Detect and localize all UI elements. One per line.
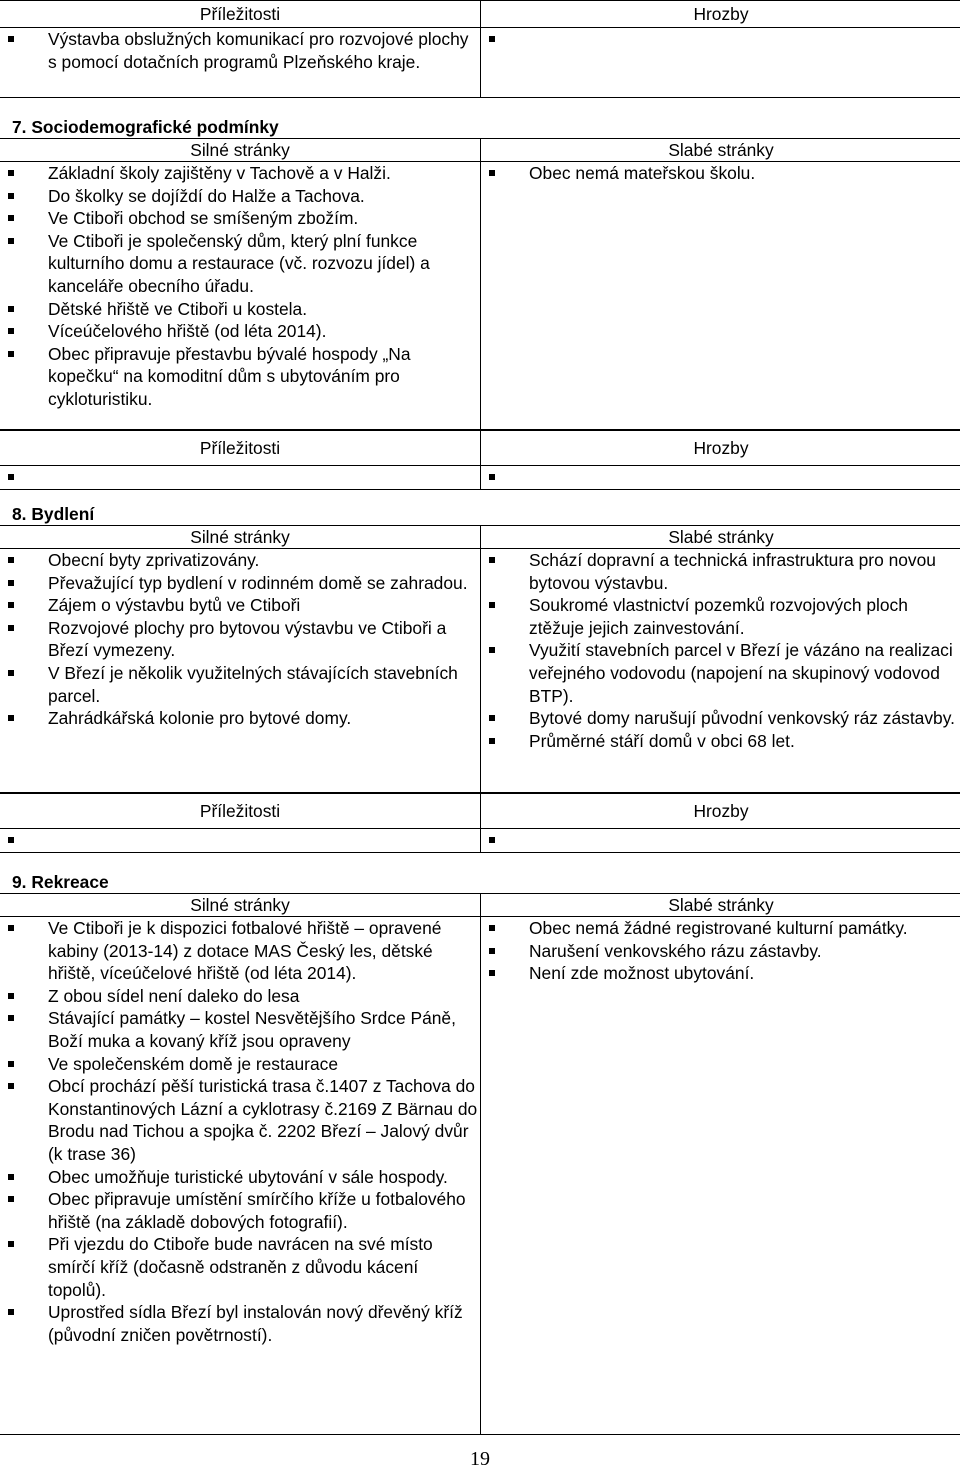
list-item: Obec nemá mateřskou školu. (481, 162, 960, 185)
list-item: Základní školy zajištěny v Tachově a v Halži. (0, 162, 480, 185)
s7-strengths-list (0, 162, 480, 411)
top-opportunities-header: Příležitosti (0, 1, 481, 28)
list-item: Bytové domy narušují původní venkovský ráz zástavby. (481, 707, 960, 730)
list-item: Obcí prochází pěší turistická trasa č.1407 z Tachova do Konstantinových Lázní a cyklotrasy č.2169 Z Bärnau do Brodu nad Tichou a spojka č. 2202 Březí – Jalový dvůr (k trase 36) (0, 1075, 480, 1165)
list-item: Stávající památky – kostel Nesvětějšího Srdce Páně, Boží muka a kovaný kříž jsou opraveny (0, 1007, 480, 1052)
s9-strengths-header: Silné stránky (0, 894, 481, 917)
s7-weaknesses-list (481, 162, 960, 185)
list-item: Obecní byty zprivatizovány. (0, 549, 480, 572)
page-number: 19 (470, 1448, 490, 1471)
list-item: Do školky se dojíždí do Halže a Tachova. (0, 185, 480, 208)
list-item: Ve Ctiboři je společenský dům, který plní funkce kulturního domu a restaurace (vč. rozvozu jídel) a kanceláře obecního úřadu. (0, 230, 480, 298)
list-item: Obec připravuje umístění smírčího kříže u fotbalového hřiště (na základě dobových fotografií). (0, 1188, 480, 1233)
list-item: Z obou sídel není daleko do lesa (0, 985, 480, 1008)
section-9-strengths-weaknesses (0, 893, 960, 1435)
section-7-strengths-weaknesses (0, 138, 960, 430)
list-item: Narušení venkovského rázu zástavby. (481, 940, 960, 963)
section-7-opportunities-threats (0, 430, 960, 490)
section-9-title: 9. Rekreace (12, 871, 109, 893)
list-item: Obec připravuje přestavbu bývalé hospody „Na kopečku“ na komoditní dům s ubytováním pro cykloturistiku. (0, 343, 480, 411)
section-7-swot (0, 138, 960, 490)
list-item: Obec umožňuje turistické ubytování v sále hospody. (0, 1166, 480, 1189)
list-item: Ve Ctiboři obchod se smíšeným zbožím. (0, 207, 480, 230)
s8-strengths-header: Silné stránky (0, 526, 481, 549)
list-item: Víceúčelového hřiště (od léta 2014). (0, 320, 480, 343)
list-item: V Březí je několik využitelných stávajících stavebních parcel. (0, 662, 480, 707)
s8-strengths-list (0, 549, 480, 730)
list-item: Při vjezdu do Ctiboře bude navrácen na své místo smírčí kříž (dočasně odstraněn z důvodu kácení topolů). (0, 1233, 480, 1301)
top-threats-header: Hrozby (481, 1, 960, 28)
list-item: Zahrádkářská kolonie pro bytové domy. (0, 707, 480, 730)
s7-weaknesses-header: Slabé stránky (481, 139, 960, 162)
s8-opportunities-header: Příležitosti (0, 794, 481, 829)
top-opportunities-threats (0, 0, 960, 98)
section-8-swot (0, 525, 960, 853)
list-item: Průměrné stáří domů v obci 68 let. (481, 730, 960, 753)
section-8-opportunities-threats (0, 793, 960, 853)
list-item: Soukromé vlastnictví pozemků rozvojových ploch ztěžuje jejich zainvestování. (481, 594, 960, 639)
section-8-strengths-weaknesses (0, 525, 960, 793)
s9-strengths-list (0, 917, 480, 1346)
list-item: Převažující typ bydlení v rodinném domě se zahradou. (0, 572, 480, 595)
list-item: Rozvojové plochy pro bytovou výstavbu ve Ctiboři a Březí vymezeny. (0, 617, 480, 662)
list-item: Uprostřed sídla Březí byl instalován nový dřevěný kříž (původní zničen povětrností). (0, 1301, 480, 1346)
s7-strengths-header: Silné stránky (0, 139, 481, 162)
s9-weaknesses-list (481, 917, 960, 985)
list-item: Dětské hřiště ve Ctiboři u kostela. (0, 298, 480, 321)
top-table (0, 0, 960, 98)
list-item: Využití stavebních parcel v Březí je vázáno na realizaci veřejného vodovodu (napojení na skupinový vodovod BTP). (481, 639, 960, 707)
s7-threats-header: Hrozby (481, 431, 960, 466)
list-item: Ve společenském domě je restaurace (0, 1053, 480, 1076)
s8-weaknesses-header: Slabé stránky (481, 526, 960, 549)
s8-threats-header: Hrozby (481, 794, 960, 829)
s8-weaknesses-list (481, 549, 960, 752)
s7-opportunities-header: Příležitosti (0, 431, 481, 466)
section-7-title: 7. Sociodemografické podmínky (12, 116, 279, 138)
list-item: Výstavba obslužných komunikací pro rozvojové plochy s pomocí dotačních programů Plzeňského kraje. (0, 28, 480, 73)
list-item: Obec nemá žádné registrované kulturní památky. (481, 917, 960, 940)
top-opportunities-list (0, 28, 480, 73)
list-item: Ve Ctiboři je k dispozici fotbalové hřiště – opravené kabiny (2013-14) z dotace MAS Český les, dětské hřiště, víceúčelové hřiště (od léta 2014). (0, 917, 480, 985)
list-item: Schází dopravní a technická infrastruktura pro novou bytovou výstavbu. (481, 549, 960, 594)
list-item: Není zde možnost ubytování. (481, 962, 960, 985)
s9-weaknesses-header: Slabé stránky (481, 894, 960, 917)
list-item: Zájem o výstavbu bytů ve Ctiboři (0, 594, 480, 617)
section-9-swot (0, 893, 960, 1435)
section-8-title: 8. Bydlení (12, 503, 94, 525)
